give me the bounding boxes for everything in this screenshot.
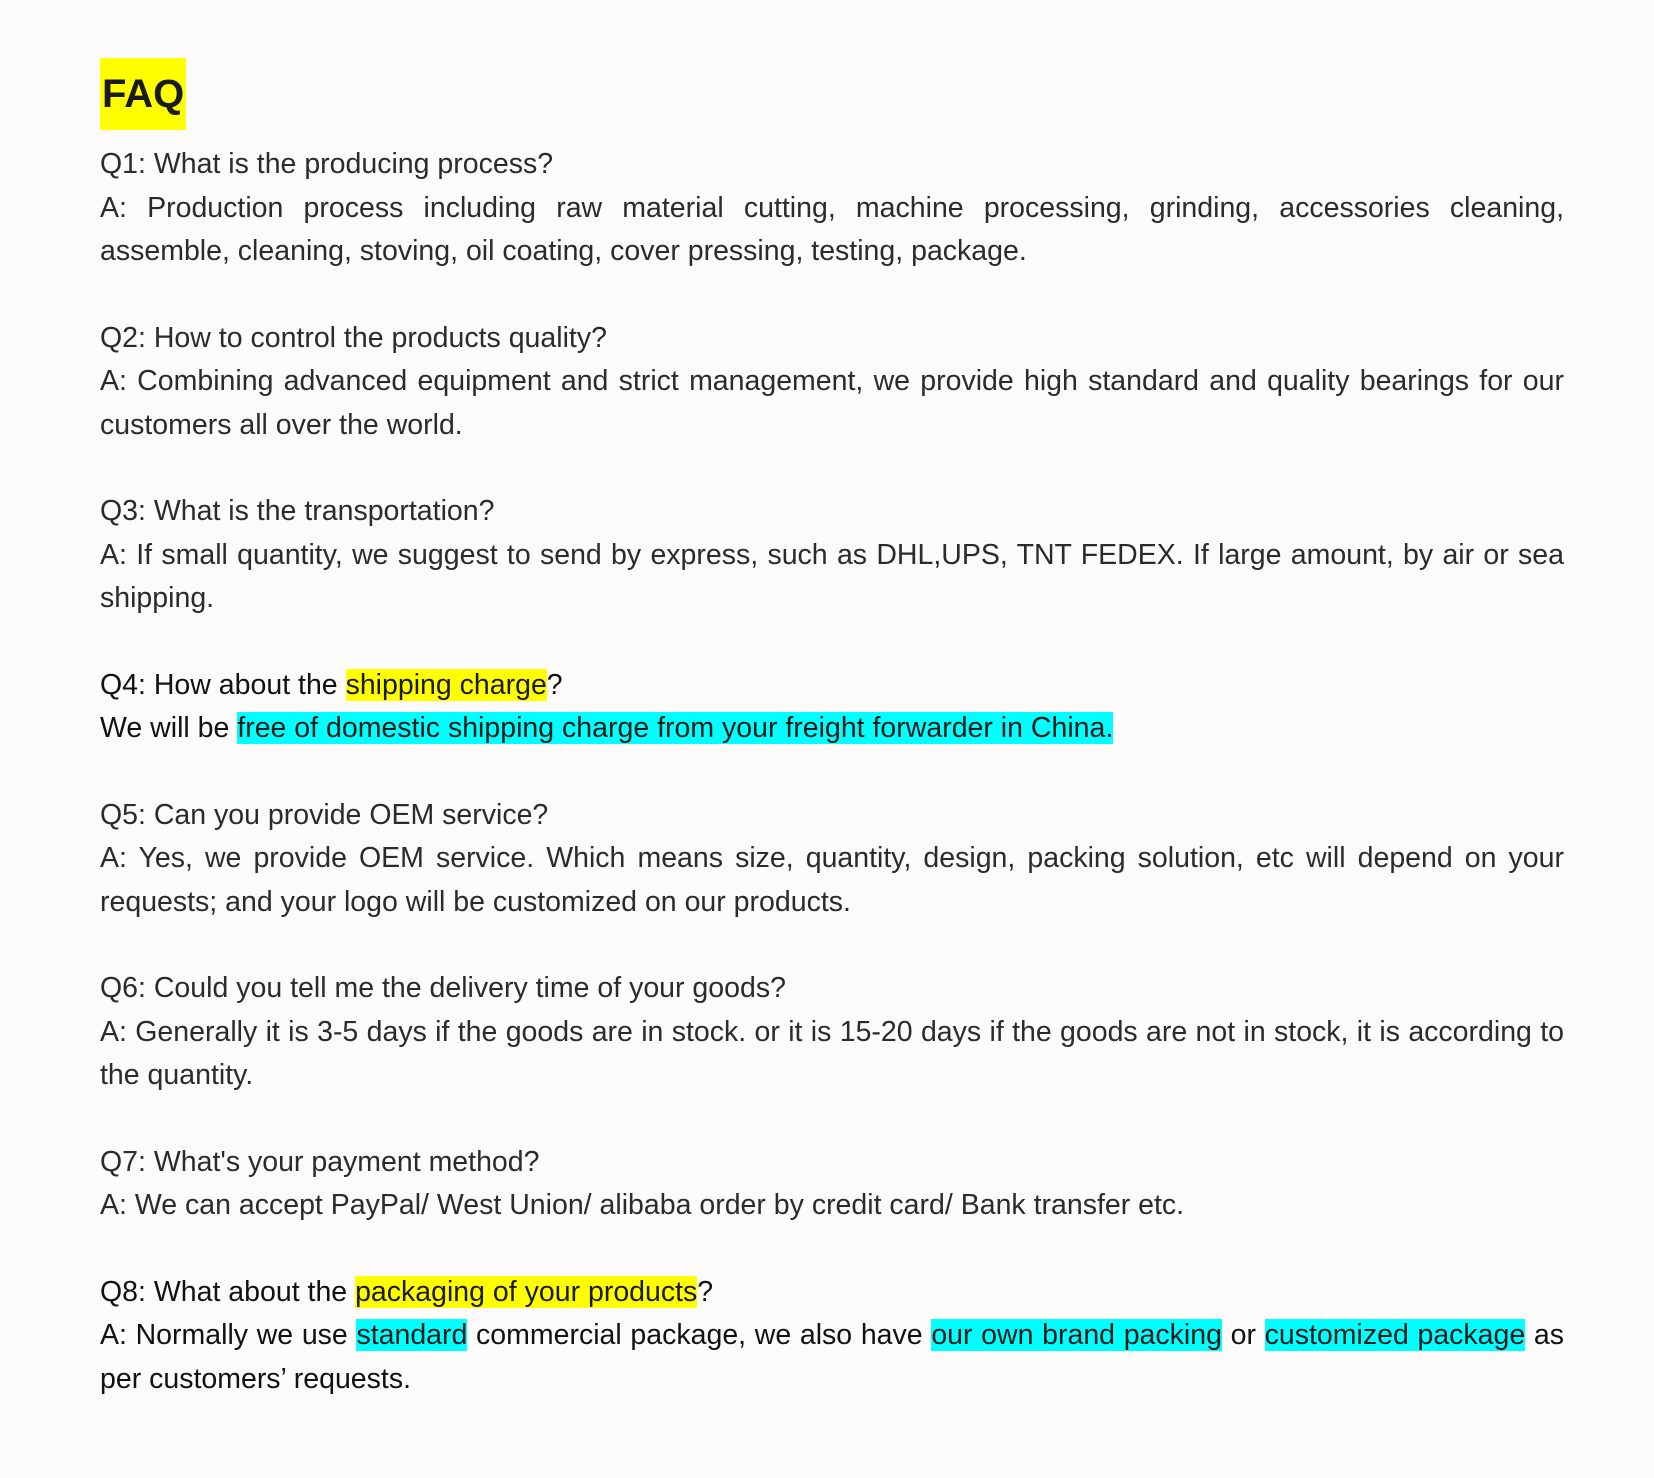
faq-item: [100, 143, 1572, 274]
text-segment: ?: [546, 668, 563, 701]
text-segment: A: Combining advanced equipment and strict management, we provide high standard and quality bearings for our customers all over the world.: [100, 365, 1572, 441]
faq-answer: [100, 1314, 1572, 1401]
faq-question: [100, 143, 1564, 187]
text-segment: as per customers’ requests.: [100, 1319, 1572, 1395]
highlighted-text: our own brand packing: [931, 1319, 1222, 1351]
faq-question: [100, 1141, 1564, 1185]
faq-question: [100, 794, 1564, 838]
text-segment: or: [1221, 1319, 1265, 1351]
faq-question: [100, 664, 1564, 708]
text-segment: Q7: What's your payment method?: [100, 1145, 540, 1178]
faq-answer: [100, 707, 1564, 751]
faq-list: [100, 143, 1572, 1401]
text-segment: A: Production process including raw material cutting, machine processing, grinding, accessories cleaning, assemble, cleaning, stoving, oil coating, cover pressing, testing, package.: [100, 191, 1572, 267]
faq-question: [100, 317, 1564, 361]
faq-question: [100, 490, 1564, 534]
highlighted-text: free of domestic shipping charge from your freight forwarder in China.: [237, 712, 1114, 744]
faq-item: [100, 1141, 1564, 1228]
faq-answer: [100, 1011, 1572, 1098]
faq-item: [100, 967, 1572, 1098]
text-segment: ?: [697, 1275, 714, 1308]
highlighted-text: customized package: [1264, 1319, 1526, 1351]
faq-question: [100, 1271, 1564, 1315]
faq-answer: [100, 360, 1572, 447]
faq-item: [100, 490, 1572, 621]
text-segment: A: Normally we use: [100, 1319, 357, 1351]
text-segment: Q6: Could you tell me the delivery time of your goods?: [100, 972, 786, 1004]
text-segment: commercial package, we also have: [467, 1319, 932, 1351]
text-segment: We will be: [100, 712, 238, 744]
faq-answer: [100, 187, 1572, 274]
faq-question: [100, 967, 1564, 1011]
text-segment: Q8: What about the: [100, 1275, 356, 1308]
highlighted-text: shipping charge: [345, 668, 547, 701]
highlighted-text: packaging of your products: [355, 1275, 698, 1308]
faq-item: [100, 664, 1564, 751]
faq-answer: [100, 1184, 1564, 1228]
text-segment: A: If small quantity, we suggest to send by express, such as DHL,UPS, TNT FEDEX. If large amount, by air or sea shipping.: [100, 538, 1572, 614]
text-segment: A: Generally it is 3-5 days if the goods are in stock. or it is 15-20 days if the goods are not in stock, it is according to the quantity.: [100, 1015, 1572, 1091]
highlighted-text: standard: [356, 1319, 468, 1351]
faq-answer: [100, 534, 1572, 621]
faq-item: [100, 1271, 1572, 1402]
faq-item: [100, 317, 1572, 448]
text-segment: Q3: What is the transportation?: [100, 495, 495, 527]
faq-item: [100, 794, 1572, 925]
faq-title: FAQ: [100, 58, 186, 130]
text-segment: Q2: How to control the products quality?: [100, 321, 607, 354]
text-segment: Q1: What is the producing process?: [100, 148, 554, 180]
text-segment: Q4: How about the: [100, 668, 346, 701]
faq-answer: [100, 837, 1572, 924]
text-segment: A: Yes, we provide OEM service. Which means size, quantity, design, packing solution, etc will depend on your requests; and your logo will be customized on our products.: [100, 842, 1572, 918]
text-segment: Q5: Can you provide OEM service?: [100, 798, 549, 831]
text-segment: A: We can accept PayPal/ West Union/ alibaba order by credit card/ Bank transfer etc.: [100, 1189, 1185, 1221]
